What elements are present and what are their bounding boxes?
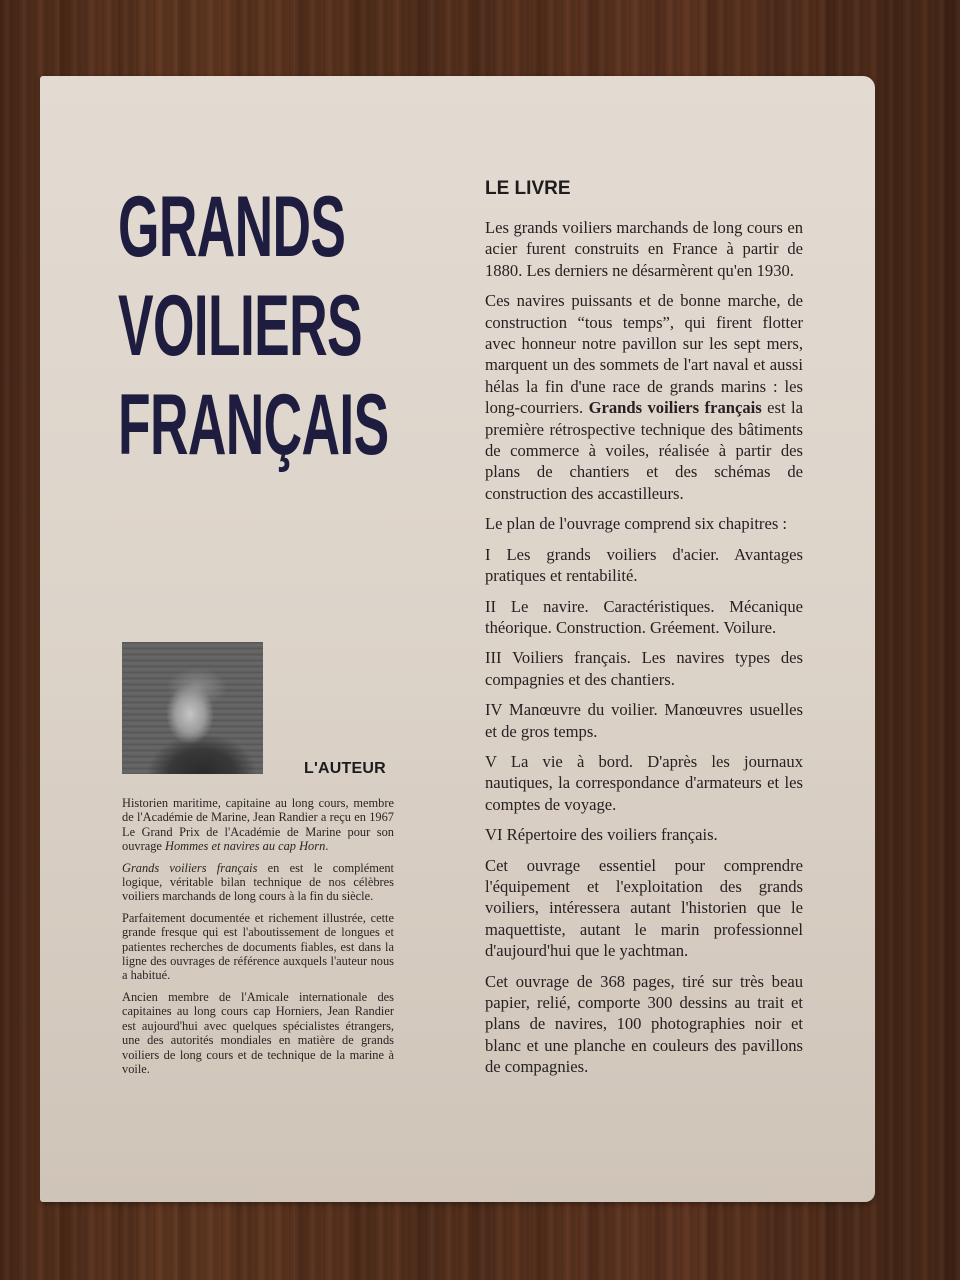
book-heading: LE LIVRE	[485, 178, 571, 199]
chapter-item: III Voiliers français. Les navires types des compagnies et des chantiers.	[485, 648, 803, 689]
author-heading: L'AUTEUR	[304, 760, 386, 777]
author-paragraph: Parfaitement documentée et richement illustrée, cette grande fresque qui est l'aboutissement de longues et patientes recherches de documents fiables, est dans la ligne des ouvrages de référence auxquels l'auteur nous a habitué.	[122, 910, 394, 983]
book-reference: Grands voiliers français	[122, 860, 258, 875]
author-paragraph: Historien maritime, capitaine au long cours, membre de l'Académie de Marine, Jean Randier a reçu en 1967 Le Grand Prix de l'Académie de Marine pour son ouvrage Hommes et navires au cap Horn.	[122, 796, 394, 854]
title-line-3: FRANÇAIS	[118, 377, 389, 473]
chapter-item: V La vie à bord. D'après les journaux nautiques, la correspondance d'armateurs et les comptes de voyage.	[485, 751, 803, 814]
plan-intro: Le plan de l'ouvrage comprend six chapitres :	[485, 514, 788, 534]
author-bio	[122, 796, 394, 1083]
book-description	[485, 217, 803, 1087]
chapter-item: II Le navire. Caractéristiques. Mécanique théorique. Construction. Gréement. Voilure.	[485, 596, 803, 637]
outro-paragraph-2: Cet ouvrage de 368 pages, tiré sur très beau papier, relié, comporte 300 dessins au trait et plans de navires, 100 photographies noir et blanc et une planche en couleurs des pavillons de compagnies.	[485, 971, 803, 1077]
intro-paragraph-1: Les grands voiliers marchands de long cours en acier furent construits en France à partir de 1880. Les derniers ne désarmèrent qu'en 1930.	[485, 218, 803, 280]
author-photo	[122, 642, 263, 774]
chapter-item: IV Manœuvre du voilier. Manœuvres usuelles et de gros temps.	[485, 700, 803, 741]
chapter-item: I Les grands voiliers d'acier. Avantages pratiques et rentabilité.	[485, 544, 803, 586]
book-title	[118, 178, 389, 475]
author-paragraph: Ancien membre de l'Amicale internationale des capitaines au long cours cap Horniers, Jean Randier est aujourd'hui avec quelques spécialistes étrangers, une des autorités mondiales en matière de grands voiliers de long cours et de technique de la marine à voile.	[122, 989, 394, 1076]
intro-paragraph-2: Ces navires puissants et de bonne marche, de construction “tous temps”, qui firent flotter avec honneur notre pavillon sur les sept mers, marquent un des sommets de l'art naval et aussi hélas la fin d'une race de grands marins : les long-courriers. Grands voiliers français est la première rétrospective technique des bâtiments de commerce à voiles, réalisée à partir des plans de chantiers et des schémas de construction des accastilleurs.	[485, 291, 803, 503]
outro-paragraph-1: Cet ouvrage essentiel pour comprendre l'équipement et l'exploitation des grands voiliers, intéressera autant l'historien que le maquettiste, autant le marin professionnel d'aujourd'hui que le yachtman.	[485, 855, 803, 961]
author-paragraph: Grands voiliers français en est le complément logique, véritable bilan technique de nos célèbres voiliers marchands de long cours à la fin du siècle.	[122, 860, 394, 904]
chapter-item: VI Répertoire des voiliers français.	[485, 825, 718, 845]
book-title-bold: Grands voiliers français	[588, 398, 762, 418]
book-reference: Hommes et navires au cap Horn	[165, 839, 326, 854]
title-line-2: VOILIERS	[118, 278, 362, 374]
title-line-1: GRANDS	[118, 179, 346, 275]
chapter-list	[485, 544, 803, 846]
